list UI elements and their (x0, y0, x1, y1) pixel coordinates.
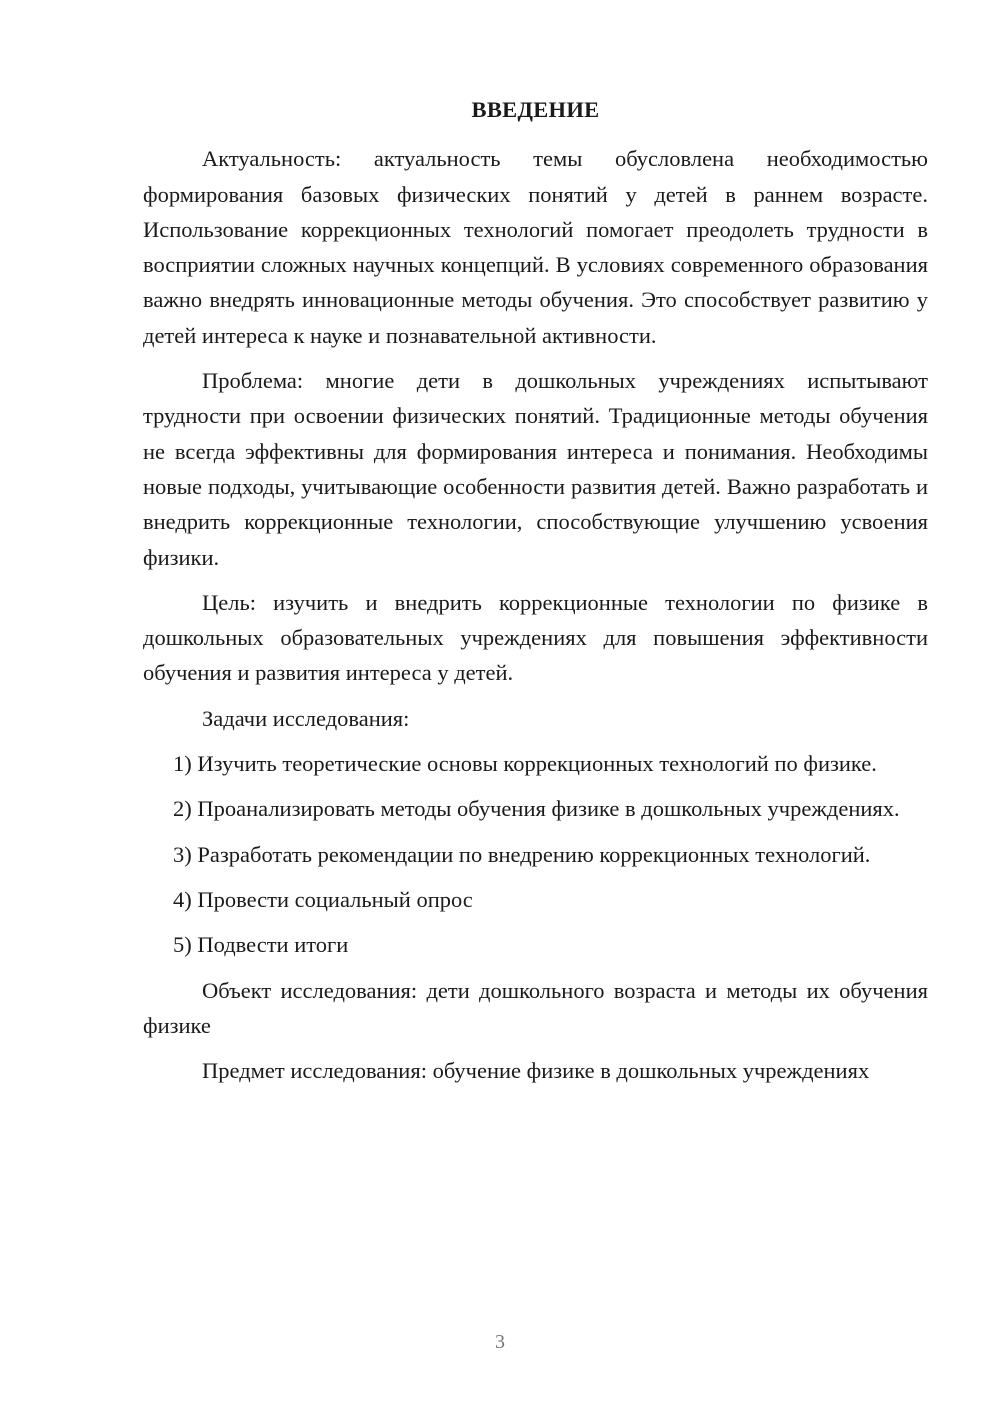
page-number: 3 (495, 1331, 505, 1353)
task-item: 4) Провести социальный опрос (173, 886, 473, 912)
object-paragraph: Объект исследования: дети дошкольного возраста и методы их обучения физике (143, 977, 928, 1038)
tasks-heading: Задачи исследования: (202, 705, 410, 731)
page-title: ВВЕДЕНИЕ (471, 97, 600, 122)
subject-paragraph: Предмет исследования: обучение физике в дошкольных учреждениях (202, 1058, 870, 1084)
task-item: 2) Проанализировать методы обучения физике в дошкольных учреждениях. (173, 796, 900, 822)
page-content (143, 92, 928, 1098)
problem-paragraph: Проблема: многие дети в дошкольных учреждениях испытывают трудности при освоении физических понятий. Традиционные методы обучения не всегда эффективны для формирования интереса и понимания. Необходимы новые подходы, учитывающие особенности развития детей. Важно разработать и внедрить коррекционные технологии, способствующие улучшению усвоения физики. (143, 368, 928, 570)
task-item: 1) Изучить теоретические основы коррекционных технологий по физике. (173, 751, 877, 777)
task-item: 5) Подвести итоги (173, 932, 349, 958)
relevance-paragraph: Актуальность: актуальность темы обусловлена необходимостью формирования базовых физических понятий у детей в раннем возрасте. Использование коррекционных технологий помогает преодолеть трудности в восприятии сложных научных концепций. В условиях современного образования важно внедрять инновационные методы обучения. Это способствует развитию у детей интереса к науке и познавательной активности. (143, 146, 928, 348)
goal-paragraph: Цель: изучить и внедрить коррекционные технологии по физике в дошкольных образовательных учреждениях для повышения эффективности обучения и развития интереса у детей. (143, 589, 928, 686)
task-item: 3) Разработать рекомендации по внедрению коррекционных технологий. (173, 841, 871, 867)
